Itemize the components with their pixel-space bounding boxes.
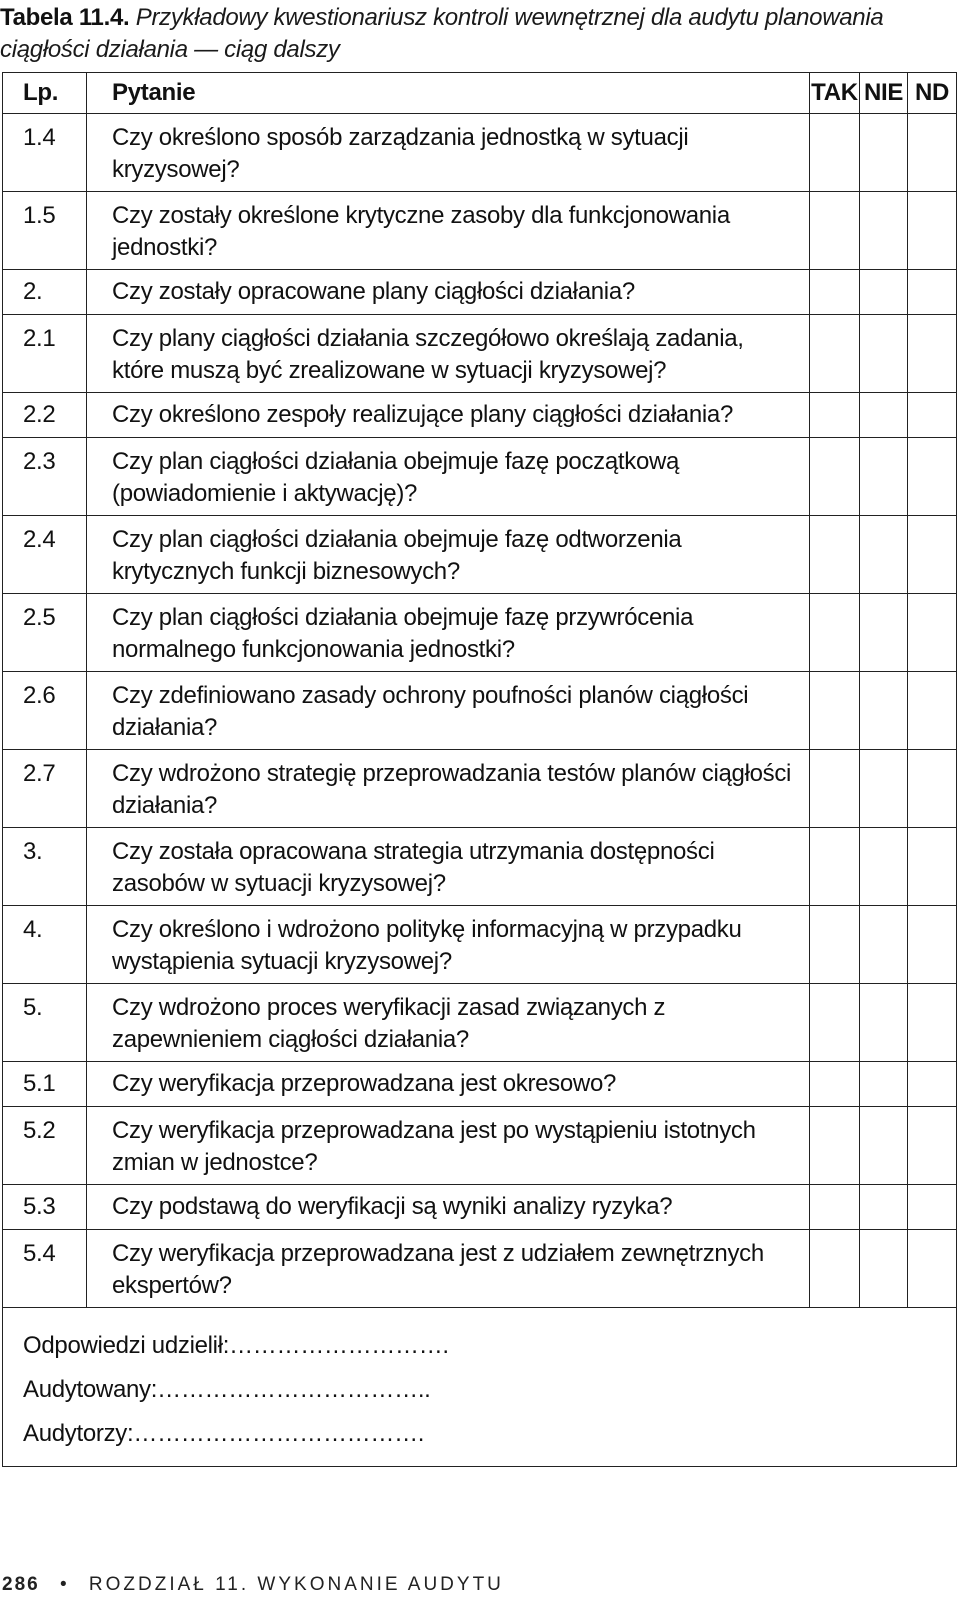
row-number: 3.: [3, 828, 87, 906]
row-number: 2.4: [3, 516, 87, 594]
row-question: Czy plan ciągłości działania obejmuje fazę odtworzenia krytycznych funkcji biznesowych?: [87, 516, 810, 594]
answer-na-cell[interactable]: [908, 114, 957, 192]
row-question: Czy plan ciągłości działania obejmuje fazę przywrócenia normalnego funkcjonowania jednostki?: [87, 594, 810, 672]
table-row: [3, 516, 957, 594]
signature-row: [3, 1308, 957, 1467]
answer-na-cell[interactable]: [908, 393, 957, 438]
answer-no-cell[interactable]: [860, 516, 908, 594]
row-question: Czy weryfikacja przeprowadzana jest po wystąpieniu istotnych zmian w jednostce?: [87, 1107, 810, 1185]
answer-na-cell[interactable]: [908, 438, 957, 516]
answer-yes-cell[interactable]: [810, 1185, 860, 1230]
answer-na-cell[interactable]: [908, 516, 957, 594]
answer-no-cell[interactable]: [860, 906, 908, 984]
header-no: NIE: [860, 73, 908, 114]
table-caption: [0, 2, 950, 66]
page-number: 286: [2, 1574, 40, 1595]
row-question: Czy plany ciągłości działania szczegółowo określają zadania, które muszą być zrealizowane w sytuacji kryzysowej?: [87, 315, 810, 393]
row-question: Czy zdefiniowano zasady ochrony poufności planów ciągłości działania?: [87, 672, 810, 750]
answer-na-cell[interactable]: [908, 984, 957, 1062]
row-number: 2.1: [3, 315, 87, 393]
answer-na-cell[interactable]: [908, 750, 957, 828]
table-header-row: [3, 73, 957, 114]
row-question: Czy zostały opracowane plany ciągłości działania?: [87, 270, 810, 315]
answer-yes-cell[interactable]: [810, 315, 860, 393]
answer-yes-cell[interactable]: [810, 516, 860, 594]
answer-na-cell[interactable]: [908, 270, 957, 315]
table-row: [3, 114, 957, 192]
answer-no-cell[interactable]: [860, 984, 908, 1062]
answer-no-cell[interactable]: [860, 1230, 908, 1308]
answer-yes-cell[interactable]: [810, 1107, 860, 1185]
table-row: [3, 438, 957, 516]
header-yes: TAK: [810, 73, 860, 114]
answer-no-cell[interactable]: [860, 393, 908, 438]
answer-yes-cell[interactable]: [810, 270, 860, 315]
answer-yes-cell[interactable]: [810, 192, 860, 270]
row-question: Czy weryfikacja przeprowadzana jest z udziałem zewnętrznych ekspertów?: [87, 1230, 810, 1308]
answer-yes-cell[interactable]: [810, 1230, 860, 1308]
table-row: [3, 1230, 957, 1308]
answer-no-cell[interactable]: [860, 594, 908, 672]
table-row: [3, 906, 957, 984]
answer-no-cell[interactable]: [860, 438, 908, 516]
answer-yes-cell[interactable]: [810, 750, 860, 828]
row-question: Czy określono i wdrożono politykę informacyjną w przypadku wystąpienia sytuacji kryzysowej?: [87, 906, 810, 984]
answer-yes-cell[interactable]: [810, 114, 860, 192]
table-row: [3, 750, 957, 828]
answer-no-cell[interactable]: [860, 828, 908, 906]
caption-label: Tabela 11.4.: [0, 4, 130, 31]
table-row: [3, 672, 957, 750]
row-number: 5.3: [3, 1185, 87, 1230]
row-number: 5.4: [3, 1230, 87, 1308]
footer-bullet: •: [59, 1574, 67, 1595]
table-row: [3, 315, 957, 393]
row-question: Czy wdrożono proces weryfikacji zasad związanych z zapewnieniem ciągłości działania?: [87, 984, 810, 1062]
answer-yes-cell[interactable]: [810, 828, 860, 906]
chapter-title: ROZDZIAŁ 11. WYKONANIE AUDYTU: [88, 1574, 504, 1595]
answer-na-cell[interactable]: [908, 672, 957, 750]
answer-yes-cell[interactable]: [810, 906, 860, 984]
answer-no-cell[interactable]: [860, 270, 908, 315]
running-footer: [2, 1572, 504, 1598]
table-row: [3, 270, 957, 315]
row-number: 2.: [3, 270, 87, 315]
answer-yes-cell[interactable]: [810, 1062, 860, 1107]
auditee-field[interactable]: Audytowany:……………………………..: [23, 1376, 431, 1403]
row-question: Czy plan ciągłości działania obejmuje fazę początkową (powiadomienie i aktywację)?: [87, 438, 810, 516]
row-number: 5.1: [3, 1062, 87, 1107]
row-question: Czy zostały określone krytyczne zasoby dla funkcjonowania jednostki?: [87, 192, 810, 270]
row-number: 4.: [3, 906, 87, 984]
auditors-field[interactable]: Audytorzy:……………………………….: [23, 1420, 425, 1447]
row-question: Czy została opracowana strategia utrzymania dostępności zasobów w sytuacji kryzysowej?: [87, 828, 810, 906]
signature-block: [3, 1308, 957, 1467]
table-row: [3, 1185, 957, 1230]
answer-no-cell[interactable]: [860, 750, 908, 828]
answer-no-cell[interactable]: [860, 1107, 908, 1185]
header-na: ND: [908, 73, 957, 114]
row-number: 1.5: [3, 192, 87, 270]
answer-na-cell[interactable]: [908, 1230, 957, 1308]
questionnaire-table: [2, 72, 957, 1467]
row-question: Czy określono sposób zarządzania jednostką w sytuacji kryzysowej?: [87, 114, 810, 192]
table-row: [3, 828, 957, 906]
table-row: [3, 984, 957, 1062]
table-row: [3, 192, 957, 270]
answer-yes-cell[interactable]: [810, 984, 860, 1062]
answer-na-cell[interactable]: [908, 906, 957, 984]
answer-na-cell[interactable]: [908, 315, 957, 393]
row-question: Czy weryfikacja przeprowadzana jest okresowo?: [87, 1062, 810, 1107]
header-question: Pytanie: [87, 73, 810, 114]
answer-no-cell[interactable]: [860, 192, 908, 270]
answer-no-cell[interactable]: [860, 672, 908, 750]
answer-na-cell[interactable]: [908, 828, 957, 906]
answer-na-cell[interactable]: [908, 1062, 957, 1107]
answer-no-cell[interactable]: [860, 1062, 908, 1107]
row-question: Czy podstawą do weryfikacji są wyniki analizy ryzyka?: [87, 1185, 810, 1230]
answer-no-cell[interactable]: [860, 114, 908, 192]
answer-na-cell[interactable]: [908, 1185, 957, 1230]
answer-no-cell[interactable]: [860, 1185, 908, 1230]
row-question: Czy określono zespoły realizujące plany ciągłości działania?: [87, 393, 810, 438]
answer-yes-cell[interactable]: [810, 672, 860, 750]
table-row: [3, 594, 957, 672]
caption-text: Przykładowy kwestionariusz kontroli wewnętrznej dla audytu planowania ciągłości działania — ciąg dalszy: [0, 4, 884, 63]
row-number: 1.4: [3, 114, 87, 192]
answer-na-cell[interactable]: [908, 1107, 957, 1185]
answer-yes-cell[interactable]: [810, 393, 860, 438]
row-number: 2.6: [3, 672, 87, 750]
row-number: 5.: [3, 984, 87, 1062]
answer-yes-cell[interactable]: [810, 594, 860, 672]
answer-yes-cell[interactable]: [810, 438, 860, 516]
table-row: [3, 1107, 957, 1185]
answer-no-cell[interactable]: [860, 315, 908, 393]
row-number: 5.2: [3, 1107, 87, 1185]
answered-by-field[interactable]: Odpowiedzi udzielił:……………………….: [23, 1332, 449, 1359]
answer-na-cell[interactable]: [908, 192, 957, 270]
header-lp: Lp.: [3, 73, 87, 114]
row-number: 2.3: [3, 438, 87, 516]
row-number: 2.2: [3, 393, 87, 438]
answer-na-cell[interactable]: [908, 594, 957, 672]
row-question: Czy wdrożono strategię przeprowadzania testów planów ciągłości działania?: [87, 750, 810, 828]
row-number: 2.5: [3, 594, 87, 672]
row-number: 2.7: [3, 750, 87, 828]
table-row: [3, 393, 957, 438]
table-row: [3, 1062, 957, 1107]
